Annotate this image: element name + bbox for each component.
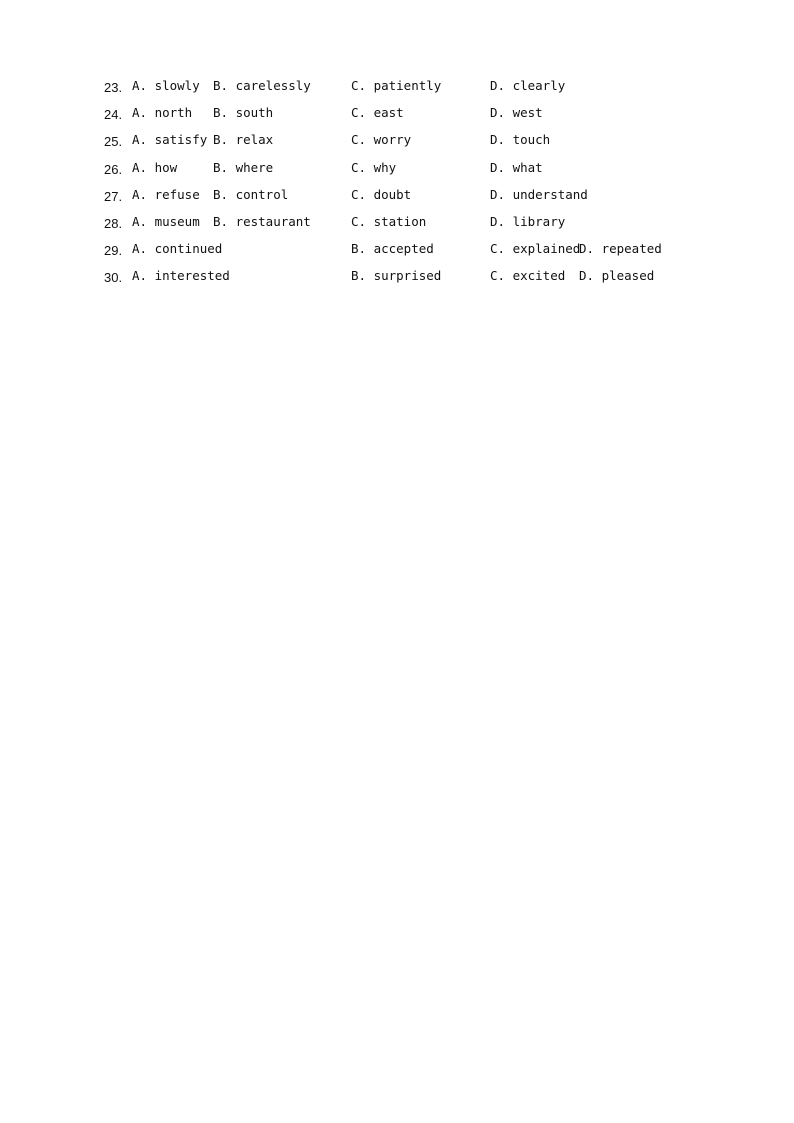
option-d: D. pleased: [579, 268, 655, 283]
question-row-23: [0, 76, 794, 96]
option-a: A. how: [132, 160, 178, 175]
question-row-28: [0, 212, 794, 232]
option-d: D. repeated: [579, 241, 662, 256]
option-b: B. accepted: [351, 241, 434, 256]
option-c: C. east: [351, 105, 404, 120]
option-c: C. explained: [490, 241, 581, 256]
option-b: B. carelessly: [213, 78, 311, 93]
option-d: D. understand: [490, 187, 588, 202]
question-number: 30.: [104, 270, 123, 285]
option-a: A. slowly: [132, 78, 200, 93]
option-b: B. restaurant: [213, 214, 311, 229]
option-c: C. station: [351, 214, 427, 229]
option-c: C. patiently: [351, 78, 442, 93]
question-number: 26.: [104, 162, 123, 177]
option-b: B. where: [213, 160, 274, 175]
question-number: 24.: [104, 107, 123, 122]
option-a: A. continued: [132, 241, 223, 256]
question-number: 27.: [104, 189, 123, 204]
option-c: C. worry: [351, 132, 412, 147]
option-b: B. surprised: [351, 268, 442, 283]
question-row-25: [0, 130, 794, 150]
question-row-26: [0, 158, 794, 178]
option-d: D. what: [490, 160, 543, 175]
option-c: C. excited: [490, 268, 566, 283]
option-a: A. north: [132, 105, 193, 120]
option-b: B. relax: [213, 132, 274, 147]
option-c: C. why: [351, 160, 397, 175]
question-number: 28.: [104, 216, 123, 231]
option-a: A. museum: [132, 214, 200, 229]
question-number: 25.: [104, 134, 123, 149]
option-d: D. touch: [490, 132, 551, 147]
option-d: D. library: [490, 214, 566, 229]
question-row-30: [0, 266, 794, 286]
option-a: A. satisfy: [132, 132, 208, 147]
option-a: A. refuse: [132, 187, 200, 202]
question-row-29: [0, 239, 794, 259]
question-row-27: [0, 185, 794, 205]
option-b: B. control: [213, 187, 289, 202]
option-c: C. doubt: [351, 187, 412, 202]
option-d: D. west: [490, 105, 543, 120]
option-d: D. clearly: [490, 78, 566, 93]
question-row-24: [0, 103, 794, 123]
option-b: B. south: [213, 105, 274, 120]
question-number: 29.: [104, 243, 123, 258]
option-a: A. interested: [132, 268, 230, 283]
question-number: 23.: [104, 80, 123, 95]
